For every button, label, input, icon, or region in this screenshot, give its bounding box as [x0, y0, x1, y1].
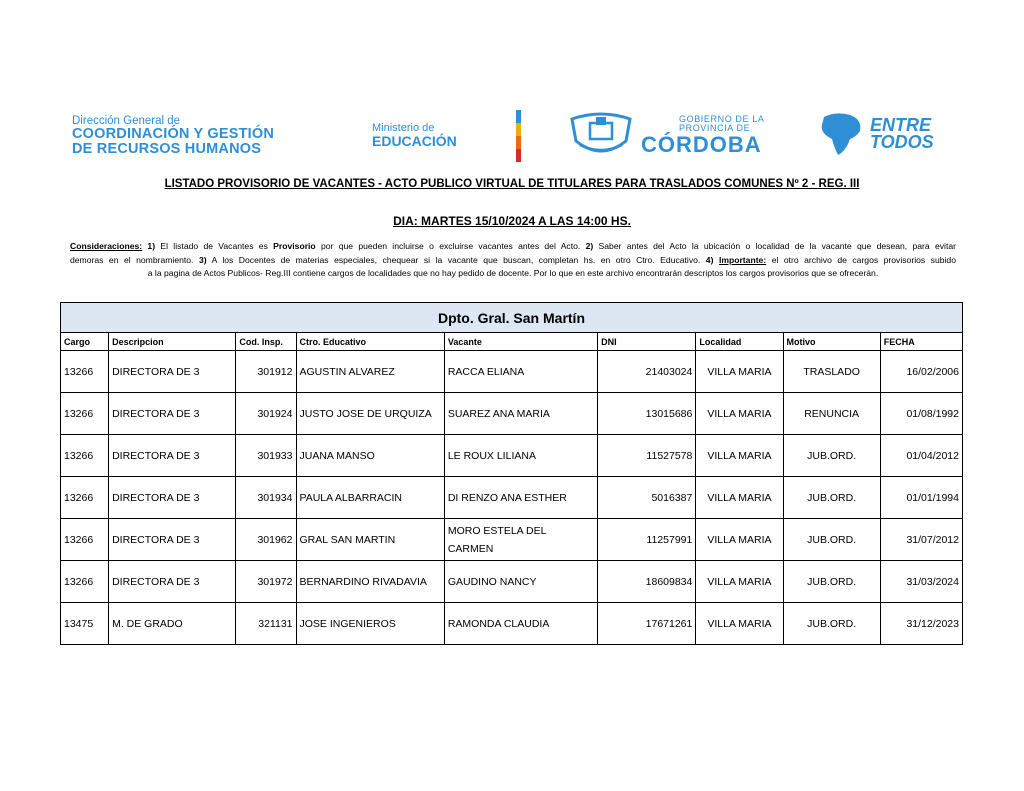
table-row — [61, 477, 963, 519]
column-header: Ctro. Educativo — [296, 333, 444, 351]
considerations-paragraph — [70, 240, 956, 281]
descripcion-cell: DIRECTORA DE 3 — [109, 435, 236, 477]
gobierno-line3: CÓRDOBA — [641, 132, 762, 157]
vacante-cell: GAUDINO NANCY — [444, 561, 597, 603]
gobierno-cordoba-logo — [568, 111, 765, 162]
column-header: DNI — [598, 333, 696, 351]
motivo-cell: JUB.ORD. — [783, 561, 880, 603]
cargo-cell: 13475 — [61, 603, 109, 645]
motivo-cell: JUB.ORD. — [783, 477, 880, 519]
fecha-cell: 01/08/1992 — [880, 393, 962, 435]
fecha-cell: 31/07/2012 — [880, 519, 962, 561]
considerations-line2 — [70, 254, 956, 268]
cargo-cell: 13266 — [61, 351, 109, 393]
column-header: Descripcion — [109, 333, 236, 351]
dni-cell: 18609834 — [598, 561, 696, 603]
cargo-cell: 13266 — [61, 477, 109, 519]
ctro-educativo-cell: JOSE INGENIEROS — [296, 603, 444, 645]
dni-cell: 17671261 — [598, 603, 696, 645]
item1-text-b: por que pueden incluirse o excluirse vacantes antes del Acto. — [320, 241, 581, 251]
item2-text-a: Saber antes del Acto la ubicación o localidad de la vacante que desean, para evitar — [598, 241, 956, 251]
cod-insp-cell: 301972 — [236, 561, 296, 603]
entre-todos-line2: TODOS — [870, 132, 934, 152]
table-row — [61, 393, 963, 435]
dni-cell: 11527578 — [598, 435, 696, 477]
logo-bar — [0, 105, 1024, 167]
descripcion-cell: M. DE GRADO — [109, 603, 236, 645]
considerations-label: Consideraciones: — [70, 241, 143, 251]
item3-text: A los Docentes de materias especiales, chequear si la vacante que buscan, completan hs. en otro Ctro. Educativo. — [211, 254, 701, 265]
cod-insp-cell: 301924 — [236, 393, 296, 435]
vacante-cell: DI RENZO ANA ESTHER — [444, 477, 597, 519]
motivo-cell: TRASLADO — [783, 351, 880, 393]
vacante-cell: SUAREZ ANA MARIA — [444, 393, 597, 435]
item4-text-a: el otro archivo de cargos provisorios subido — [771, 254, 956, 265]
table-row — [61, 603, 963, 645]
dni-cell: 11257991 — [598, 519, 696, 561]
motivo-cell: JUB.ORD. — [783, 603, 880, 645]
cargo-cell: 13266 — [61, 561, 109, 603]
ctro-educativo-cell: AGUSTIN ALVAREZ — [296, 351, 444, 393]
cargo-cell: 13266 — [61, 435, 109, 477]
cod-insp-cell: 301962 — [236, 519, 296, 561]
localidad-cell: VILLA MARIA — [696, 603, 783, 645]
descripcion-cell: DIRECTORA DE 3 — [109, 519, 236, 561]
cordoba-map-icon — [816, 111, 864, 157]
direccion-line2: COORDINACIÓN Y GESTIÓN — [72, 126, 275, 142]
cod-insp-cell: 301934 — [236, 477, 296, 519]
fecha-cell: 31/12/2023 — [880, 603, 962, 645]
cod-insp-cell: 321131 — [236, 603, 296, 645]
item1-text-a: El listado de Vacantes es — [160, 241, 268, 251]
entre-todos-line1: ENTRE — [870, 115, 932, 135]
table-row — [61, 351, 963, 393]
localidad-cell: VILLA MARIA — [696, 477, 783, 519]
fecha-cell: 01/04/2012 — [880, 435, 962, 477]
ministerio-line1: Ministerio de — [372, 122, 435, 134]
cordoba-shield-icon — [568, 111, 634, 157]
vacante-cell: RAMONDA CLAUDIA — [444, 603, 597, 645]
vacante-cell: LE ROUX LILIANA — [444, 435, 597, 477]
fecha-cell: 16/02/2006 — [880, 351, 962, 393]
gobierno-line1: GOBIERNO DE LA — [679, 114, 765, 124]
date-line: DIA: MARTES 15/10/2024 A LAS 14:00 HS. — [393, 214, 631, 228]
vacancies-table — [60, 302, 963, 645]
ministerio-line2: EDUCACIÓN — [372, 133, 457, 149]
table-row — [61, 519, 963, 561]
entre-todos-text — [870, 117, 980, 151]
motivo-cell: RENUNCIA — [783, 393, 880, 435]
cod-insp-cell: 301933 — [236, 435, 296, 477]
direccion-general-logo — [72, 115, 274, 157]
item3-number: 3) — [198, 254, 207, 265]
descripcion-cell: DIRECTORA DE 3 — [109, 393, 236, 435]
localidad-cell: VILLA MARIA — [696, 561, 783, 603]
item2-text-b: demoras en el nombramiento. — [70, 254, 194, 265]
gobierno-line2: PROVINCIA DE — [679, 123, 751, 133]
vacante-cell: MORO ESTELA DEL CARMEN — [444, 519, 597, 561]
motivo-cell: JUB.ORD. — [783, 435, 880, 477]
cod-insp-cell: 301912 — [236, 351, 296, 393]
table-row — [61, 561, 963, 603]
vacante-cell: RACCA ELIANA — [444, 351, 597, 393]
item1-bold: Provisorio — [273, 241, 316, 251]
dni-cell: 21403024 — [598, 351, 696, 393]
descripcion-cell: DIRECTORA DE 3 — [109, 351, 236, 393]
fecha-cell: 01/01/1994 — [880, 477, 962, 519]
descripcion-cell: DIRECTORA DE 3 — [109, 561, 236, 603]
ctro-educativo-cell: BERNARDINO RIVADAVIA — [296, 561, 444, 603]
ctro-educativo-cell: JUSTO JOSE DE URQUIZA — [296, 393, 444, 435]
considerations-line1 — [70, 240, 956, 254]
localidad-cell: VILLA MARIA — [696, 351, 783, 393]
cargo-cell: 13266 — [61, 393, 109, 435]
motivo-cell: JUB.ORD. — [783, 519, 880, 561]
column-header: Motivo — [783, 333, 880, 351]
ministerio-educacion-logo — [372, 122, 457, 149]
localidad-cell: VILLA MARIA — [696, 393, 783, 435]
fecha-cell: 31/03/2024 — [880, 561, 962, 603]
column-header: Cod. Insp. — [236, 333, 296, 351]
column-header: Cargo — [61, 333, 109, 351]
item1-number: 1) — [147, 241, 156, 251]
item4-label: Importante: — [718, 254, 767, 265]
column-header: FECHA — [880, 333, 962, 351]
ctro-educativo-cell: PAULA ALBARRACIN — [296, 477, 444, 519]
item2-number: 2) — [585, 241, 594, 251]
column-header: Vacante — [444, 333, 597, 351]
dni-cell: 5016387 — [598, 477, 696, 519]
document-title: LISTADO PROVISORIO DE VACANTES - ACTO PUBLICO VIRTUAL DE TITULARES PARA TRASLADOS COMUNES Nº 2 - REG. III — [164, 178, 860, 190]
ctro-educativo-cell: JUANA MANSO — [296, 435, 444, 477]
item4-number: 4) — [705, 254, 714, 265]
gobierno-text — [641, 115, 791, 157]
color-stripe-divider — [516, 110, 521, 162]
ctro-educativo-cell: GRAL SAN MARTIN — [296, 519, 444, 561]
descripcion-cell: DIRECTORA DE 3 — [109, 477, 236, 519]
direccion-line1: Dirección General de — [72, 115, 181, 127]
column-header: Localidad — [696, 333, 783, 351]
considerations-line3: a la pagina de Actos Publicos- Reg.III contiene cargos de localidades que no hay pedido de docente. Por lo que en este archivo encontrarán descriptos los cargos provisorios que se ofrecerán. — [147, 268, 879, 278]
localidad-cell: VILLA MARIA — [696, 435, 783, 477]
entre-todos-logo — [816, 111, 934, 162]
cargo-cell: 13266 — [61, 519, 109, 561]
direccion-line3: DE RECURSOS HUMANOS — [72, 141, 262, 157]
dni-cell: 13015686 — [598, 393, 696, 435]
localidad-cell: VILLA MARIA — [696, 519, 783, 561]
table-row — [61, 435, 963, 477]
column-header-row — [61, 333, 963, 351]
department-header: Dpto. Gral. San Martín — [61, 303, 963, 333]
